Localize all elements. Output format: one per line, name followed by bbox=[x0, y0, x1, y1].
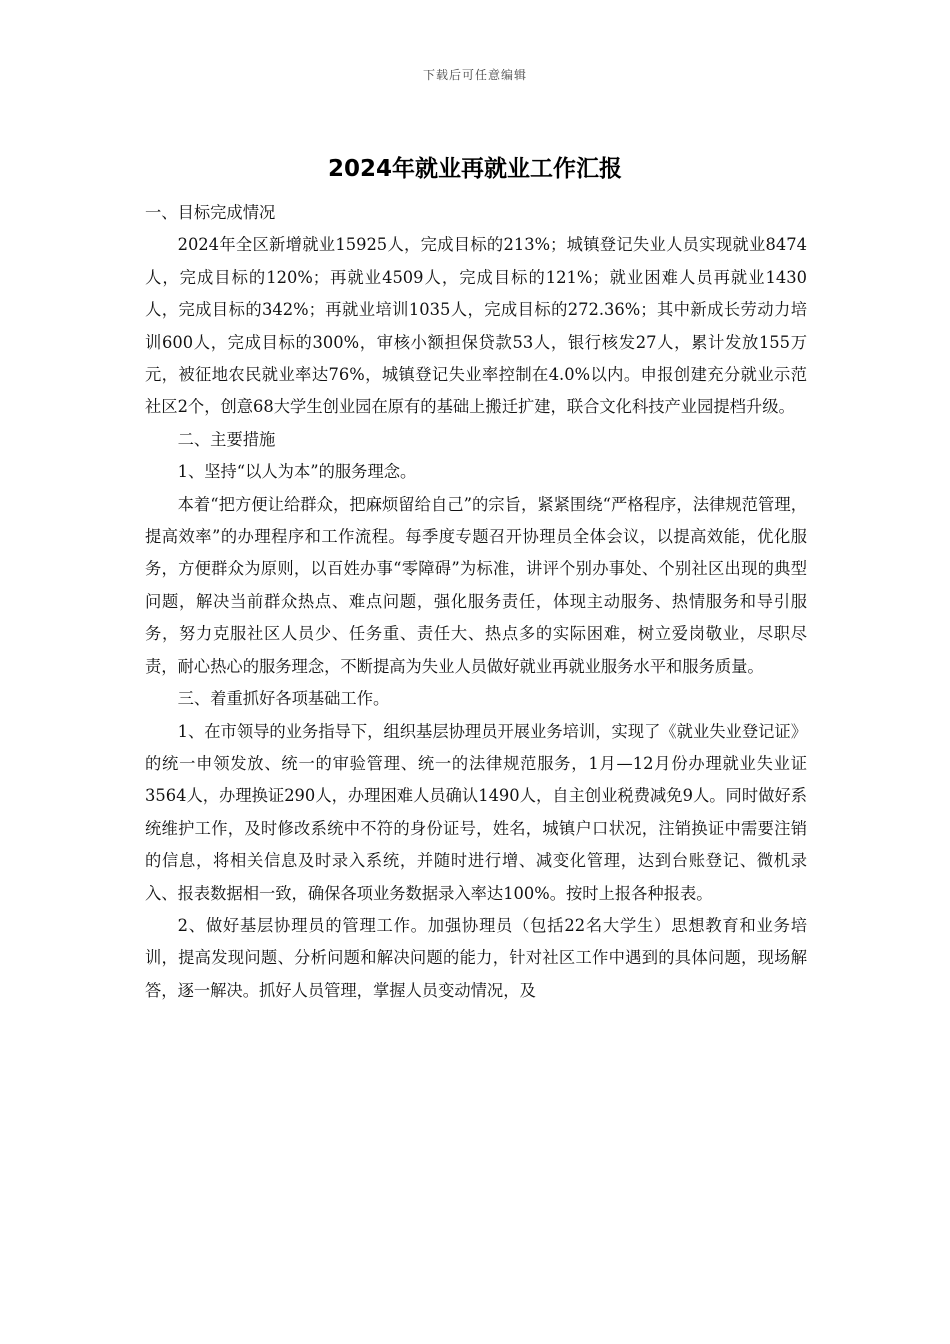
document-title: 2024年就业再就业工作汇报 bbox=[327, 156, 622, 182]
paragraph-goals-summary: 2024年全区新增就业15925人，完成目标的213%；城镇登记失业人员实现就业8474人，完成目标的120%；再就业4509人，完成目标的121%；就业困难人员再就业1430人，完成目标的342%；再就业培训1035人，完成目标的272.36%；其中新成长劳动力培训600人，完成目标的300%，审核小额担保贷款53人，银行核发27人，累计发放155万元，被征地农民就业率达76%，城镇登记失业率控制在4.0%以内。申报创建充分就业示范社区2个，创意68大学生创业园在原有的基础上搬迁扩建，联合文化科技产业园提档升级。 bbox=[145, 235, 807, 417]
section-heading-basic-work: 三、着重抓好各项基础工作。 bbox=[177, 689, 390, 709]
paragraph-coordinator-management: 2、做好基层协理员的管理工作。加强协理员（包括22名大学生）思想教育和业务培训，提高发现问题、分析问题和解决问题的能力，针对社区工作中遇到的具体问题，现场解答，逐一解决。抓好人员管理，掌握人员变动情况，及 bbox=[145, 915, 807, 1000]
header-note: 下载后可任意编辑 bbox=[422, 68, 527, 82]
section-heading-goals: 一、目标完成情况 bbox=[145, 203, 276, 222]
document-body bbox=[145, 197, 807, 1007]
subheading-people-first: 1、坚持“以人为本”的服务理念。 bbox=[177, 462, 417, 482]
section-heading-measures: 二、主要措施 bbox=[177, 429, 276, 449]
paragraph-service-concept: 本着“把方便让给群众，把麻烦留给自己”的宗旨，紧紧围绕“严格程序，法律规范管理，提高效率”的办理程序和工作流程。每季度专题召开协理员全体会议，以提高效能，优化服务，方便群众为原则，以百姓办事“零障碍”为标准，讲评个别办事处、个别社区出现的典型问题，解决当前群众热点、难点问题，强化服务责任，体现主动服务、热情服务和导引服务，努力克服社区人员少、任务重、责任大、热点多的实际困难，树立爱岗敬业，尽职尽责，耐心热心的服务理念，不断提高为失业人员做好就业再就业服务水平和服务质量。 bbox=[145, 494, 807, 676]
paragraph-training-registration: 1、在市领导的业务指导下，组织基层协理员开展业务培训，实现了《就业失业登记证》的统一申领发放、统一的审验管理、统一的法律规范服务，1月—12月份办理就业失业证3564人，办理换证290人，办理困难人员确认1490人，自主创业税费减免9人。同时做好系统维护工作，及时修改系统中不符的身份证号，姓名，城镇户口状况，注销换证中需要注销的信息，将相关信息及时录入系统，并随时进行增、减变化管理，达到台账登记、微机录入、报表数据相一致，确保各项业务数据录入率达100%。按时上报各种报表。 bbox=[145, 721, 807, 903]
